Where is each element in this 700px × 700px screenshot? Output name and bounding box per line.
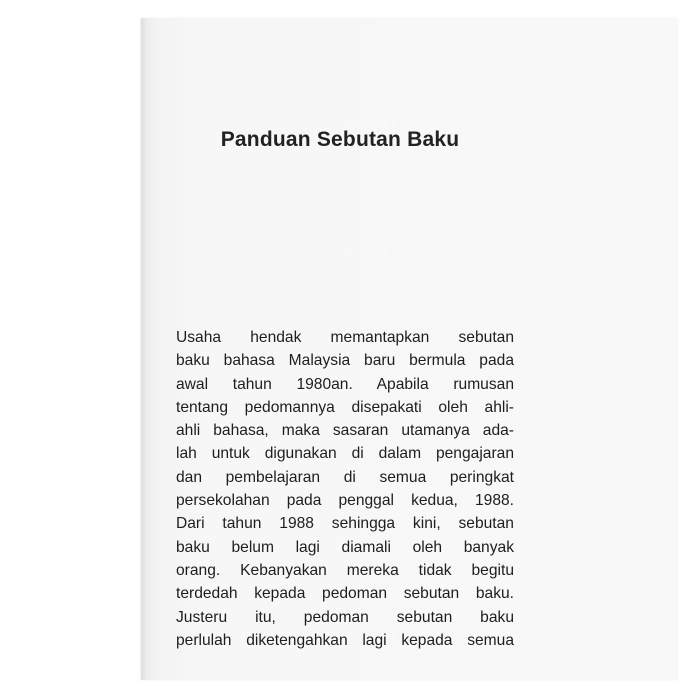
text-line: Justeru itu, pedoman sebutan baku [176,608,514,626]
text-line: terdedah kepada pedoman sebutan baku. [176,585,514,603]
text-line: baku belum lagi diamali oleh banyak [176,538,514,556]
text-line: Dari tahun 1988 sehingga kini, sebutan [176,515,514,533]
text-line: awal tahun 1980an. Apabila rumusan [176,375,514,393]
text-line: baku bahasa Malaysia baru bermula pada [176,352,514,370]
text-line: Usaha hendak memantapkan sebutan [176,329,514,346]
text-line: persekolahan pada penggal kedua, 1988. [176,492,514,510]
page-gutter-edge [141,18,147,680]
text-line: dan pembelajaran di semua peringkat [176,468,514,486]
text-line: ahli bahasa, maka sasaran utamanya ada- [176,422,514,440]
page-title: Panduan Sebutan Baku [220,128,460,151]
text-line: lah untuk digunakan di dalam pengajaran [176,445,514,463]
text-line: perlulah diketengahkan lagi kepada semua [176,631,514,649]
text-line: orang. Kebanyakan mereka tidak begitu [176,561,514,579]
body-paragraph [176,326,514,652]
text-line: tentang pedomannya disepakati oleh ahli- [176,398,514,416]
